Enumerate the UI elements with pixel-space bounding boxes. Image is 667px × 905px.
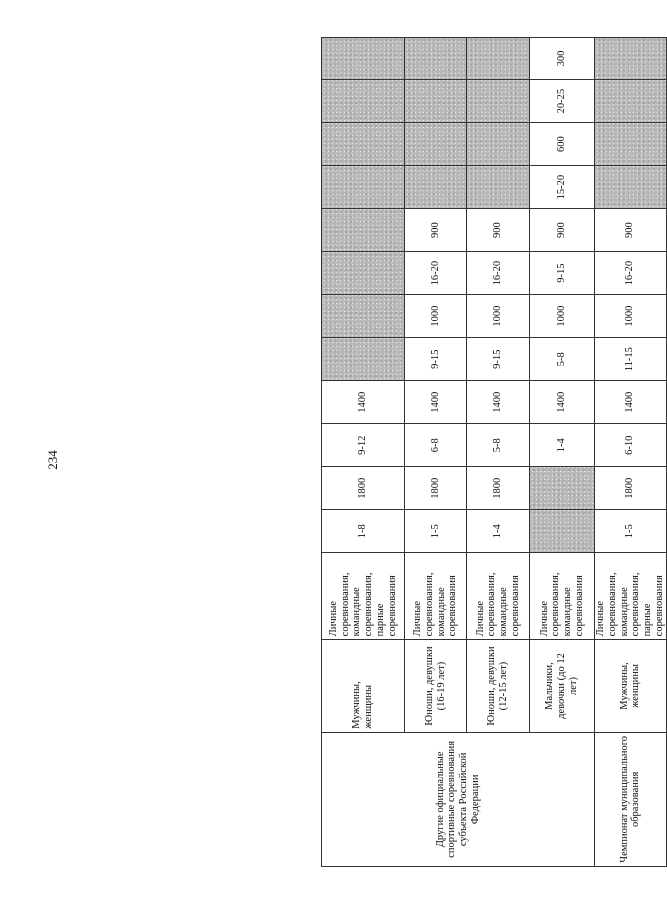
- group-cell: Мужчины, женщины: [322, 640, 405, 732]
- table-row: [322, 38, 405, 867]
- shaded-cell: [405, 38, 467, 80]
- points-cell: 1800: [405, 467, 467, 510]
- program-cell: Личные соревнования, командные соревнования, парные соревнования: [322, 553, 405, 640]
- place-cell: 16-20: [595, 252, 667, 295]
- points-cell: 1400: [595, 381, 667, 424]
- shaded-cell: [322, 38, 405, 80]
- points-cell: 1000: [467, 295, 530, 338]
- shaded-cell: [405, 80, 467, 123]
- points-cell: 600: [530, 123, 595, 166]
- place-cell: 1-5: [405, 510, 467, 553]
- competition-points-table: [321, 37, 667, 867]
- program-cell: Личные соревнования, командные соревнования: [467, 553, 530, 640]
- points-cell: 1000: [595, 295, 667, 338]
- shaded-cell: [405, 166, 467, 209]
- program-cell: Личные соревнования, командные соревнования, парные соревнования: [595, 553, 667, 640]
- shaded-cell: [595, 80, 667, 123]
- program-cell: Личные соревнования, командные соревнования: [530, 553, 595, 640]
- place-cell: 5-8: [530, 338, 595, 381]
- place-cell: 11-15: [595, 338, 667, 381]
- place-cell: 9-15: [405, 338, 467, 381]
- shaded-cell: [322, 80, 405, 123]
- place-cell: 1-4: [467, 510, 530, 553]
- points-cell: 1800: [322, 467, 405, 510]
- group-cell: Мужчины, женщины: [595, 640, 667, 732]
- table-row: [595, 38, 667, 867]
- shaded-cell: [467, 80, 530, 123]
- points-cell: 900: [595, 209, 667, 252]
- place-cell: 20-25: [530, 80, 595, 123]
- shaded-cell: [595, 123, 667, 166]
- shaded-cell: [322, 209, 405, 252]
- points-cell: 900: [405, 209, 467, 252]
- points-cell: 1000: [405, 295, 467, 338]
- place-cell: 15-20: [530, 166, 595, 209]
- place-cell: 9-15: [530, 252, 595, 295]
- place-cell: 16-20: [467, 252, 530, 295]
- shaded-cell: [322, 252, 405, 295]
- points-cell: 900: [530, 209, 595, 252]
- shaded-cell: [467, 38, 530, 80]
- group-cell: Юноши, девушки (12-15 лет): [467, 640, 530, 732]
- points-cell: 1400: [405, 381, 467, 424]
- event-cell: Чемпионат муниципального образования: [595, 732, 667, 866]
- page-number: 234: [44, 450, 60, 470]
- group-cell: Юноши, девушки (16-19 лет): [405, 640, 467, 732]
- points-cell: 1800: [467, 467, 530, 510]
- place-cell: 1-8: [322, 510, 405, 553]
- shaded-cell: [467, 166, 530, 209]
- place-cell: 1-4: [530, 424, 595, 467]
- shaded-cell: [595, 166, 667, 209]
- shaded-cell: [405, 123, 467, 166]
- points-cell: 300: [530, 38, 595, 80]
- shaded-cell: [530, 510, 595, 553]
- shaded-cell: [322, 338, 405, 381]
- place-cell: 6-10: [595, 424, 667, 467]
- place-cell: 5-8: [467, 424, 530, 467]
- place-cell: 16-20: [405, 252, 467, 295]
- rotated-table-container: [321, 37, 665, 867]
- program-cell: Личные соревнования, командные соревнования: [405, 553, 467, 640]
- points-cell: 1000: [530, 295, 595, 338]
- shaded-cell: [595, 38, 667, 80]
- shaded-cell: [530, 467, 595, 510]
- group-cell: Мальчики, девочки (до 12 лет): [530, 640, 595, 732]
- place-cell: 9-12: [322, 424, 405, 467]
- points-cell: 1800: [595, 467, 667, 510]
- place-cell: 6-8: [405, 424, 467, 467]
- shaded-cell: [322, 166, 405, 209]
- place-cell: 9-15: [467, 338, 530, 381]
- shaded-cell: [467, 123, 530, 166]
- shaded-cell: [322, 295, 405, 338]
- points-cell: 1400: [467, 381, 530, 424]
- shaded-cell: [322, 123, 405, 166]
- points-cell: 900: [467, 209, 530, 252]
- event-cell: Другие официальные спортивные соревнования субъекта Российской Федерации: [322, 732, 595, 866]
- place-cell: 1-5: [595, 510, 667, 553]
- points-cell: 1400: [322, 381, 405, 424]
- points-cell: 1400: [530, 381, 595, 424]
